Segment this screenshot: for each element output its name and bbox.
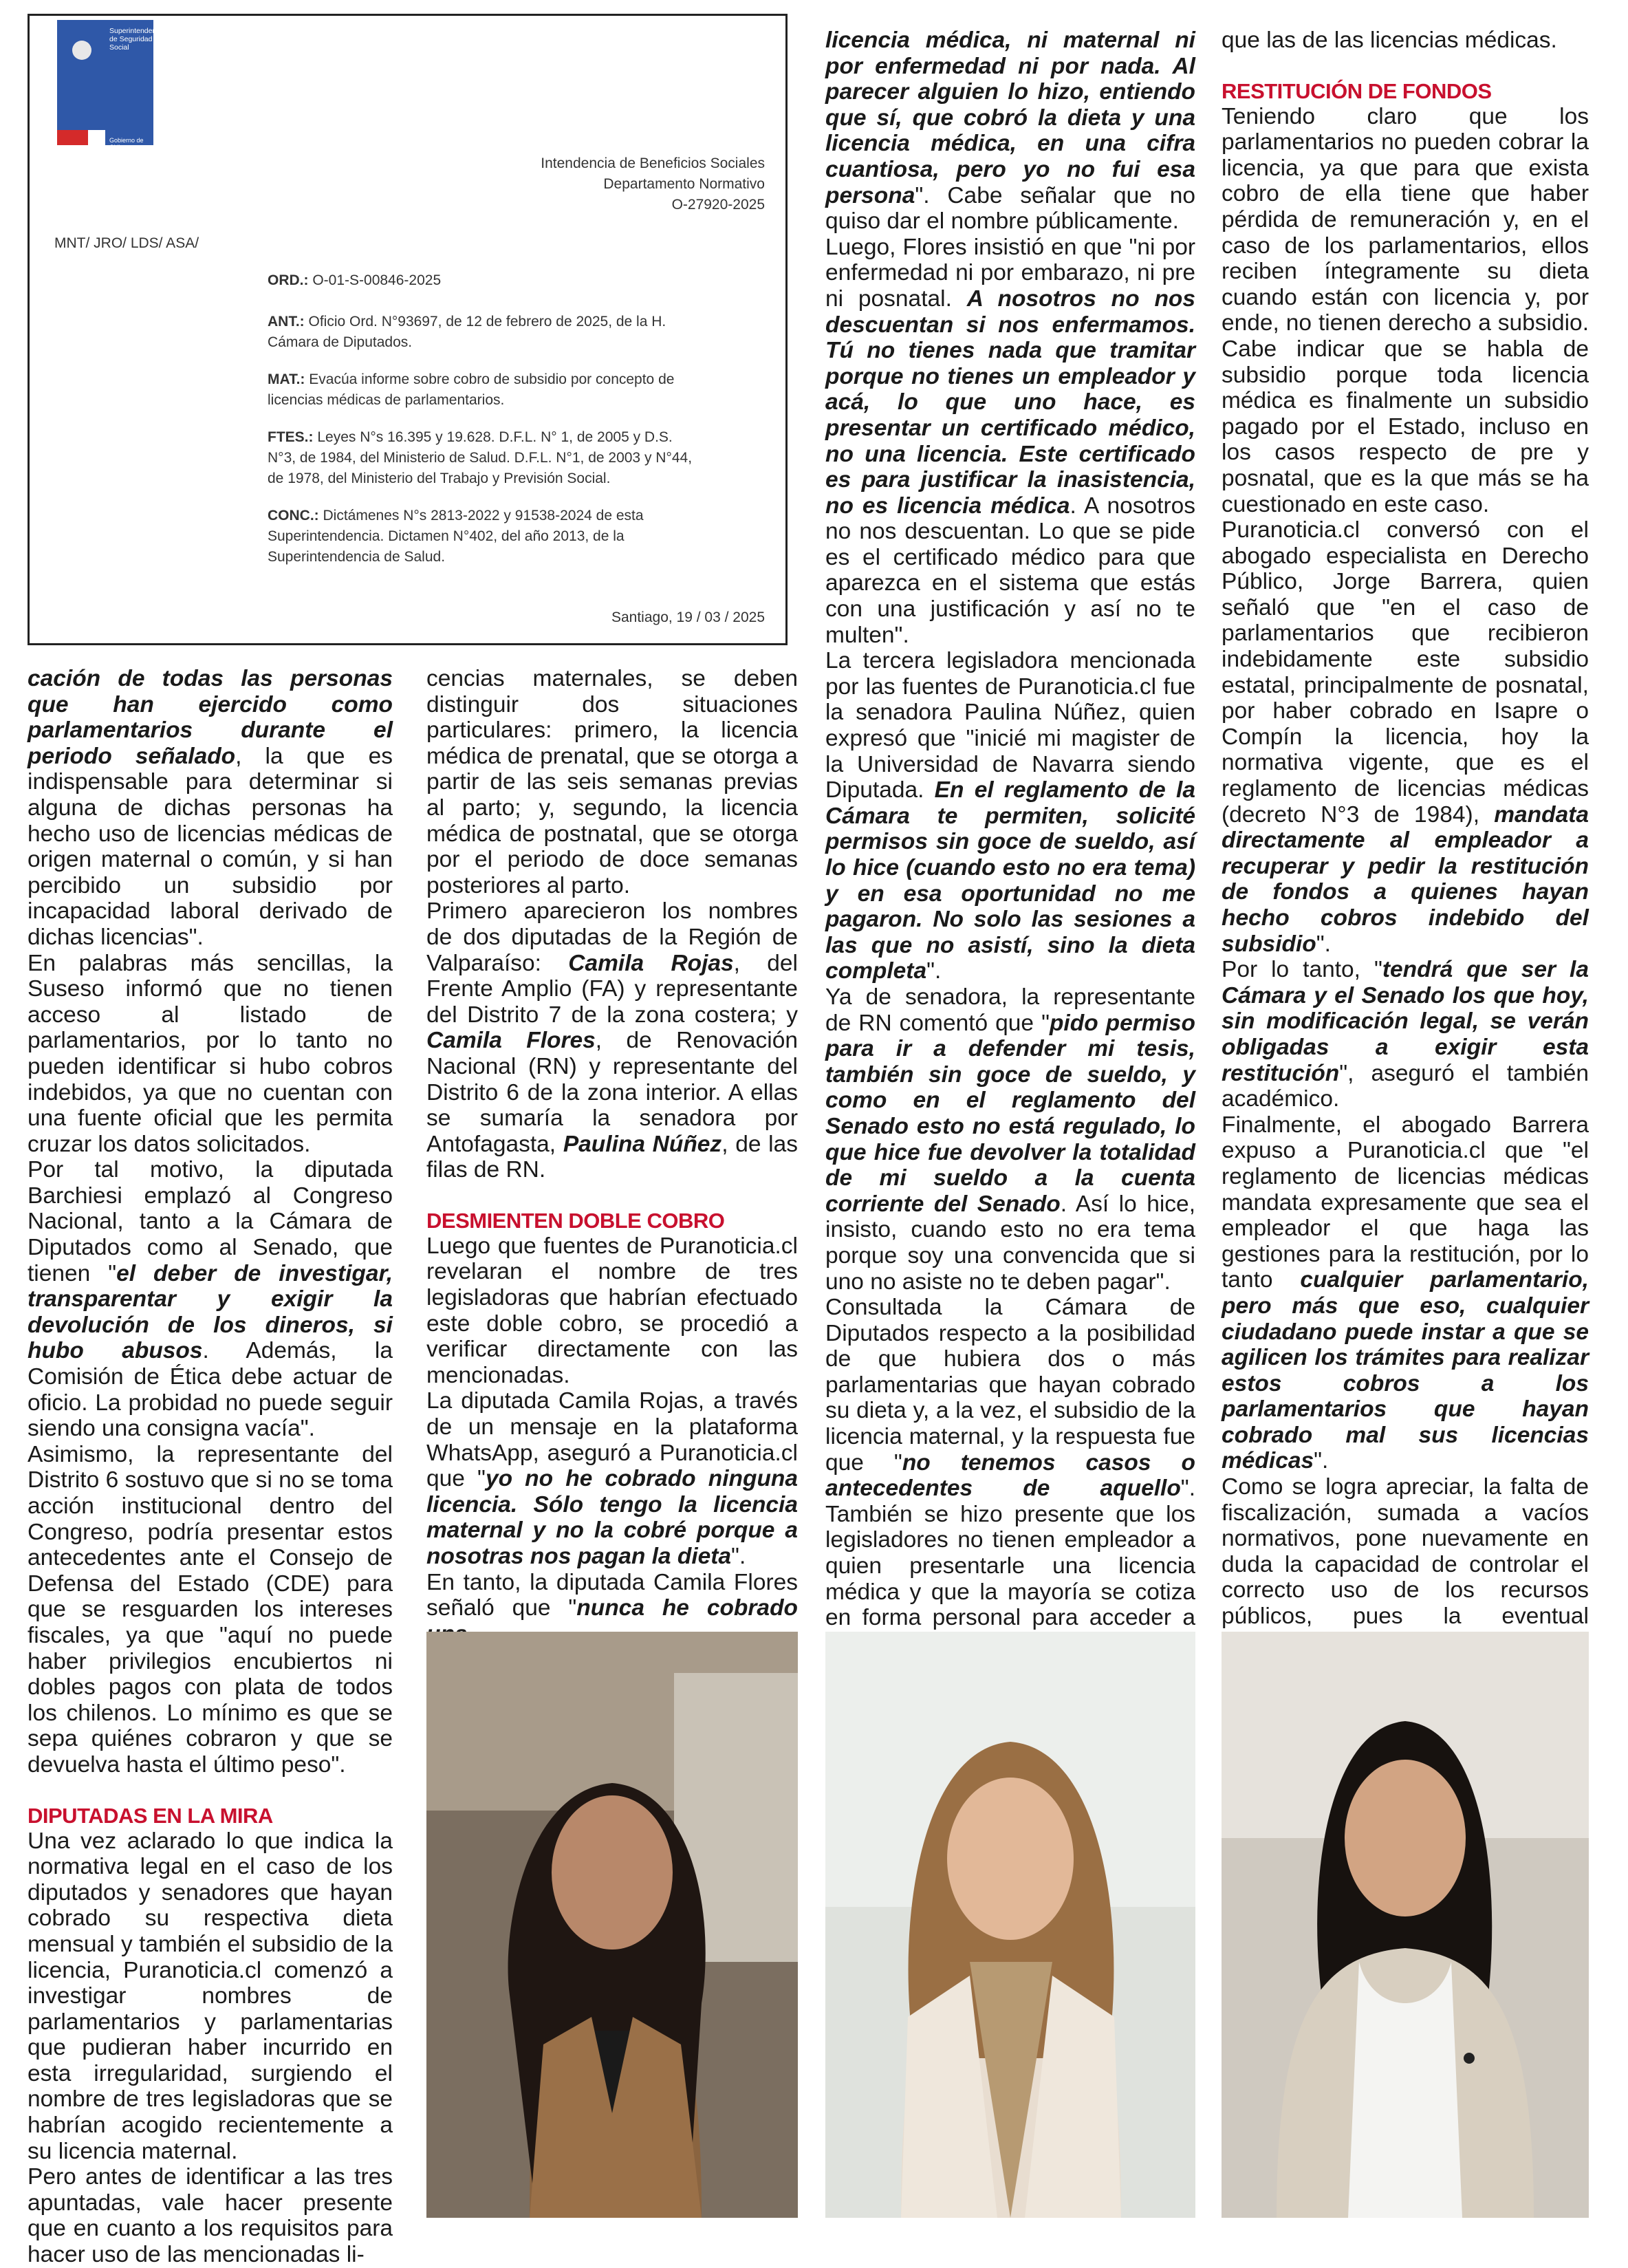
text-run: Luego que fuentes de — [426, 1233, 660, 1259]
text-run: , ya que no cuentan con una fuente oficial que les permita cruzar los datos solicitados. — [28, 1079, 393, 1157]
text-run: licencia médica de postnatal — [426, 795, 798, 847]
doc-ftes: FTES.: Leyes N°s 16.395 y 19.628. D.F.L. N° 1, de 2005 y D.S. N°3, de 1984, del Ministerio de Salud. D.F.L. N°1, de 2003 y N°44, de 1978, del Ministerio del Trabajo y Previsión Social. — [268, 429, 693, 486]
text-run: En el reglamento de la Cámara te permiten, solicité permisos sin goce de sueldo, así lo hice (cuando esto no era tema) y en esa oportunidad no me pagaron. No solo las sesiones a las que no asistí, sino la dieta completa — [825, 777, 1195, 984]
text-run: Asimismo, la representante del Distrito 6 sostuvo que si no se toma acción institucional dentro del Congreso, — [28, 1441, 393, 1545]
text-run: ellos reciben íntegramente su dieta cuando están con licencia y, por ende, no tienen derecho a subsidio — [1222, 233, 1589, 336]
text-run: Puranoticia.cl — [659, 1440, 798, 1466]
text-run: Puranoticia.cl — [1222, 517, 1360, 543]
text-run: , ya que "aquí no puede haber privilegios encubiertos ni dobles pagos con plata de todos los chilenos. Lo mínimo es que se sepa quiénes cobraron y que se devuelva hasta el último peso". — [28, 1622, 393, 1778]
text-run: Camila Flores — [426, 1028, 596, 1054]
article-column-4 — [1222, 28, 1589, 1759]
paragraph — [825, 1295, 1195, 1683]
text-run: Puranoticia.cl — [123, 1957, 262, 1983]
text-run: . A nosotros no nos descuentan. Lo que se pide es el certificado médico para que aparezca en el sistema que estás con una justificación y así no te multen". — [825, 493, 1195, 648]
paragraph — [1222, 1112, 1589, 1474]
text-run: cación de todas las personas que han ejercido como parlamentarios durante el periodo señalado — [28, 666, 393, 769]
paragraph — [28, 666, 393, 951]
paragraph — [1222, 517, 1589, 957]
doc-initials: MNT/ JRO/ LDS/ ASA/ — [54, 235, 199, 251]
text-run: Consultada la Cámara de Diputados respecto a la posibilidad de que hubiera dos o más parlamentarias que hayan cobrado su dieta y, a la vez, el subsidio de la licencia maternal, y la respuesta fue que " — [825, 1295, 1195, 1476]
text-run: ". — [731, 1544, 746, 1569]
text-run: revelaran el nombre de tres legisladoras que habrían efectuado este doble cobro, se procedió a verificar directamente con las mencionadas. — [426, 1259, 798, 1388]
doc-conc: CONC.: Dictámenes N°s 2813-2022 y 91538-2024 de esta Superintendencia. Dictamen N°402, del año 2013, de la Superintendencia de Salud. — [268, 508, 644, 565]
paragraph — [28, 1828, 393, 2165]
text-run: mandata directamente al empleador a recuperar y pedir la restitución de fondos a quienes hayan hecho cobros indebido del subsidio — [1222, 801, 1589, 957]
photo-paulina-nunez — [825, 1632, 1195, 2218]
photo-camila-rojas — [426, 1632, 798, 2218]
section-heading: DESMIENTEN DOBLE COBRO — [426, 1208, 725, 1233]
text-run: el deber de investigar, transparentar y exigir la devolución de los dineros, si hubo abusos — [28, 1260, 393, 1364]
text-run: Luego, Flores insistió en que "ni por enfermedad ni por embarazo, ni pre ni posnatal. — [825, 234, 1195, 312]
text-run: conversó con el abogado especialista en Derecho Público, Jorge Barrera, quien señaló que "en el caso de parlamentarios que recibieron indebidamente este subsidio estatal, principalmente de posnatal, por haber cobrado en Isapre o Compín la licencia, hoy la normativa vigente, que es el reglamento de licencias médicas (decreto N°3 de 1984), — [1222, 517, 1589, 828]
text-run: Como se logra apreciar, la falta de fiscalización, sumada a vacíos normativos, pone nuevamente en duda la capacidad de controlar el correcto uso de los recursos públicos, pues la eventual — [1222, 1474, 1589, 1630]
text-run: En tanto, la diputada Camila Flores señaló que " — [426, 1569, 798, 1621]
text-run: Primero aparecieron los nombres de dos diputadas de la Región de Valparaíso: — [426, 898, 798, 976]
text-run: Pero antes de identificar a las tres apuntadas, vale hacer presente que en cuanto a los requisitos para hacer uso de las mencionadas li- — [28, 2164, 393, 2268]
text-run: podría presentar estos antecedentes ante el Consejo de Defensa del Estado (CDE) para que se resguarden los intereses fiscales — [28, 1519, 393, 1648]
text-run: , que se otorga por el periodo de doce semanas posteriores al parto. — [426, 821, 798, 898]
text-run: Por tal motivo, la diputada Barchiesi emplazó al Congreso Nacional, tanto a la Cámara de Diputados como al Senado, que tienen " — [28, 1157, 393, 1286]
article-column-1 — [28, 666, 393, 2268]
article-column-3 — [825, 28, 1195, 1683]
text-run: cencias maternales, se deben distinguir dos situaciones particulares: primero, la — [426, 666, 798, 744]
text-run: no tenemos casos o antecedentes de aquello — [825, 1449, 1196, 1502]
text-run: que " — [426, 1466, 486, 1492]
text-run: La diputada Camila Rojas, a través de un mensaje en la plataforma WhatsApp, aseguró a — [426, 1388, 798, 1466]
text-run: ", aseguró el también académico. — [1222, 1060, 1589, 1112]
text-run: Ya de senadora, la representante de RN comentó que " — [825, 984, 1195, 1036]
paragraph — [28, 1442, 393, 1778]
paragraph — [1222, 104, 1589, 518]
text-run: yo no he cobrado ninguna licencia. Sólo tengo la licencia maternal y no la cobré porque a nosotras nos pagan la dieta — [426, 1466, 799, 1569]
section-heading: RESTITUCIÓN DE FONDOS — [1222, 78, 1492, 103]
doc-date: Santiago, 19 / 03 / 2025 — [611, 609, 765, 625]
paragraph — [28, 2164, 393, 2267]
text-run: Finalmente, el abogado Barrera expuso a — [1222, 1112, 1589, 1164]
text-run: licencia médica de prenatal — [426, 717, 798, 769]
text-run: A nosotros no nos descuentan si nos enfermamos. Tú no tienes nada que tramitar porque no tienes un empleador y acá, lo que uno hace, es presentar un certificado médico, no una licencia. Este certificado es para justificar la inasistencia, no es licencia médica — [825, 285, 1196, 519]
text-run: , de las filas de RN. — [426, 1131, 798, 1183]
text-run: . — [231, 2138, 238, 2164]
doc-header: Intendencia de Beneficios Sociales Departamento Normativo O-27920-2025 — [541, 155, 765, 213]
paragraph — [426, 1233, 798, 1389]
doc-ant: ANT.: Oficio Ord. N°93697, de 12 de febrero de 2025, de la H. Cámara de Diputados. — [268, 314, 666, 350]
text-run: . Además, la Comisión de Ética debe actuar de oficio. La probidad no puede seguir siendo una consigna vacía". — [28, 1338, 393, 1442]
paragraph — [825, 235, 1195, 649]
text-run: Camila Rojas — [568, 950, 734, 976]
section-heading: DIPUTADAS EN LA MIRA — [28, 1803, 273, 1828]
text-run: fue la senadora Paulina Núñez, quien expresó que "inicié mi magister de la Universidad de Navarra siendo Diputada. — [825, 673, 1195, 803]
text-run: En palabras más sencillas, la Suseso informó que no tienen acceso al listado de parlamentarios, por lo tanto — [28, 950, 393, 1054]
paragraph — [426, 666, 798, 898]
text-run: licencia médica, ni maternal ni por enfermedad ni por nada. Al parecer alguien lo hizo, entiendo que sí, que cobró la dieta y una licencia médica, en una cifra cuantiosa, pero yo no fui esa persona — [825, 28, 1195, 208]
text-run: surgiendo el nombre de tres legisladoras que se habrían acogido recientemente a su licencia maternal — [28, 2060, 393, 2164]
photo-camila-flores — [1222, 1632, 1589, 2218]
chile-seal-icon — [72, 41, 91, 60]
text-run: . Cabe indicar que se habla de subsidio porque toda licencia médica es finalmente un subsidio pagado por el Estado, incluso en los casos respecto de pre y posnatal, que es la que más se ha cuestionado en este caso. — [1222, 310, 1589, 517]
paragraph — [825, 984, 1195, 1295]
paragraph — [1222, 957, 1589, 1112]
text-run: , la que es indispensable para determinar si alguna de dichas personas ha hecho uso de licencias médicas de origen maternal o común, y si han percibido un subsidio por incapacidad laboral derivado de dichas licencias". — [28, 743, 393, 950]
text-run: ". — [926, 958, 942, 984]
text-run: pido permiso para ir a defender mi tesis, también sin goce de sueldo, y como en el reglamento del Senado esto no está regulado, lo que hice fue devolver la totalidad de mi sueldo a la cuenta corriente del Senado — [825, 1010, 1195, 1217]
text-run: tendrá que ser la Cámara y el Senado los que hoy, sin modificación legal, se verán obligadas a exigir esta restitución — [1222, 957, 1589, 1086]
paragraph — [1222, 28, 1589, 54]
official-document-scan — [28, 14, 788, 645]
paragraph — [28, 1157, 393, 1442]
text-run: nunca he cobrado — [576, 1595, 798, 1621]
paragraph — [28, 951, 393, 1158]
text-run: que "el reglamento de licencias médicas mandata expresamente que sea el empleador el que haga las gestiones para la restitución, por lo tanto — [1222, 1138, 1589, 1293]
text-run: La tercera legisladora mencionada por las fuentes de — [825, 648, 1195, 700]
doc-mat: MAT.: Evacúa informe sobre cobro de subsidio por concepto de licencias médicas de parlamentarios. — [268, 371, 675, 408]
text-run: cualquier parlamentario, pero más que eso, cualquier ciudadano puede instar a que se agilicen los trámites para realizar estos cobros a los parlamentarios que hayan cobrado mal sus licencias médicas — [1222, 1267, 1589, 1474]
text-run: Puranoticia.cl — [1017, 673, 1157, 700]
text-run: Teniendo claro que los parlamentarios no pueden cobrar la licencia, ya que para que exista cobro de ella tiene que haber pérdida de remuneración y, en el caso de los parlamentarios, — [1222, 103, 1589, 259]
text-run: que las de las licencias médicas. — [1222, 28, 1557, 53]
text-run: , que se otorga a partir de las seis semanas previas al parto; y, segundo, la — [426, 743, 798, 821]
text-run: , del Frente Amplio (FA) y representante del Distrito 7 de la zona costera; y — [426, 950, 798, 1028]
text-run: , de Renovación Nacional (RN) y representante del Distrito 6 de la zona interior. A ellas se sumaría la senadora por Antofagasta, — [426, 1028, 798, 1157]
suseso-logo: Superintendencia de Seguridad Social Gobierno de Chile — [57, 20, 153, 130]
text-run: ". También se hizo presente que los legisladores no tienen empleador a quien presentarle una licencia médica y que la mayoría se cotiza en forma personal para acceder a — [825, 1476, 1195, 1631]
text-run: comenzó a investigar nombres de parlamentarios y parlamentarias que pudieran haber incurrido en esta irregularidad, — [28, 1957, 393, 2086]
text-run: ". — [1314, 1448, 1329, 1474]
text-run: Puranoticia.cl — [659, 1233, 798, 1259]
text-run: Paulina Núñez — [563, 1131, 722, 1157]
doc-ord: ORD.: O-01-S-00846-2025 — [268, 272, 442, 288]
text-run: Por lo tanto, " — [1222, 957, 1382, 983]
text-run: Una vez aclarado lo que indica la normativa legal en el caso de los diputados y senadores que hayan cobrado su respectiva dieta mensual y también el subsidio de la licencia, — [28, 1828, 393, 1983]
text-run: . Así lo hice, insisto, cuando esto no era tema porque soy una convencida que si uno no asiste no te deben pagar". — [825, 1191, 1195, 1295]
text-run: ". Cabe señalar que no quiso dar el nombre públicamente. — [825, 182, 1195, 235]
paragraph — [426, 1388, 798, 1569]
article-column-2 — [426, 666, 798, 1647]
paragraph — [426, 898, 798, 1183]
text-run: ". — [1316, 931, 1331, 957]
text-run: Puranoticia.cl — [1347, 1138, 1486, 1164]
text-run: no pueden identificar si hubo cobros indebidos — [28, 1028, 393, 1105]
paragraph — [825, 28, 1195, 235]
paragraph — [825, 648, 1195, 984]
